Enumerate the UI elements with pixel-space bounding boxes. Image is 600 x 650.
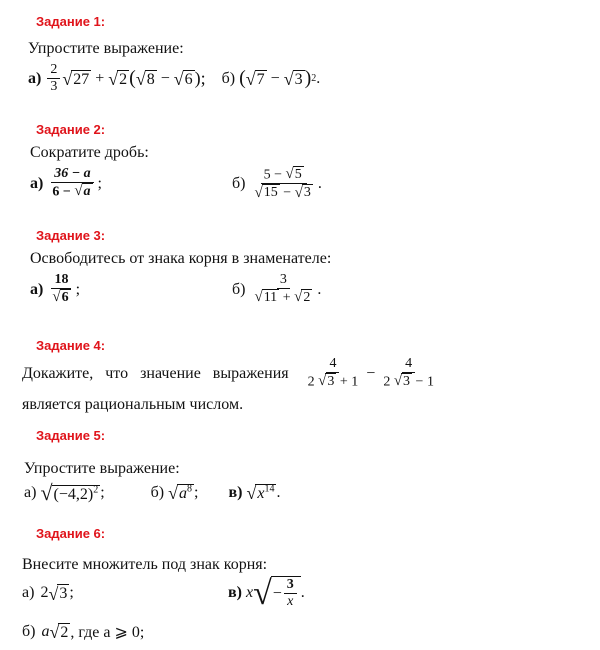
task-4-prompt-part2: является рациональным числом. — [22, 396, 244, 413]
radical-icon: √ — [74, 183, 83, 200]
radical-icon: √ — [294, 184, 303, 201]
radical-icon: √ — [135, 69, 146, 90]
task-1a-fraction: $\frac{2}{3}$ — [47, 62, 60, 96]
radical-icon: √ — [108, 69, 119, 90]
radical-icon: √ — [245, 69, 256, 90]
task-6c-expression: в) x √ − $\frac{3}{x}$ . — [228, 574, 305, 612]
radical-icon: √ — [168, 483, 179, 504]
task-3-header: Задание 3: — [36, 228, 106, 243]
task-4-prompt-part1: Докажите, что значение выражения — [22, 364, 289, 382]
task-4-header: Задание 4: — [36, 338, 106, 353]
task-3a-expression: а) 18 √ 6 ; — [30, 272, 81, 306]
task-1-expressions: а) $\frac{2}{3}$ √ 27 + √ 2 ( √ 8 − √ 6 ); б) ( √ 7 − √ 3 ) 2 . — [28, 62, 321, 95]
task-1-header: Задание 1: — [36, 14, 106, 29]
task-6b-expression: б) a √ 2 , где a ⩾ 0; — [22, 622, 145, 643]
task-1-prompt: Упростите выражение: — [28, 40, 184, 57]
task-4-expression: Докажите, что значение выражения 4 2 √ 3 + 1 − 4 2 √ 3 − 1 — [22, 356, 434, 390]
task-6a-expression: а) 2 √ 3 ; — [22, 583, 74, 604]
task-1a-label: а) — [28, 69, 42, 87]
radical-icon: √ — [393, 373, 403, 390]
radical-icon: √ — [254, 289, 263, 306]
task-2-header: Задание 2: — [36, 122, 106, 137]
task-2-prompt: Сократите дробь: — [30, 144, 149, 161]
radical-icon: √ — [48, 583, 59, 604]
radical-icon: √ — [253, 574, 272, 612]
radical-icon: √ — [254, 184, 263, 201]
radical-icon: √ — [40, 480, 53, 505]
task-3b-expression: б) 3 √ 11 + √ 2 . — [232, 272, 322, 306]
radical-icon: √ — [62, 69, 73, 90]
radical-icon: √ — [173, 69, 184, 90]
radical-icon: √ — [49, 622, 60, 643]
task-5-prompt: Упростите выражение: — [24, 460, 180, 477]
radical-icon: √ — [318, 373, 327, 390]
task-1b-label: б) — [221, 69, 236, 87]
task-6-prompt: Внесите множитель под знак корня: — [22, 556, 268, 573]
task-2b-expression: б) 5 − √ 5 √ 15 − √ 3 . — [232, 166, 322, 201]
task-3-prompt: Освободитесь от знака корня в знаменателе: — [30, 250, 332, 267]
radical-icon: √ — [285, 166, 294, 183]
radical-icon: √ — [52, 289, 61, 306]
task-5-header: Задание 5: — [36, 428, 106, 443]
radical-icon: √ — [294, 289, 303, 306]
task-5-expressions: а) √ $(-4,2)^2$ ; б) √ $a^8$ ; в) √ $x^{14}$ . — [24, 480, 281, 505]
radical-icon: √ — [246, 483, 257, 504]
radical-icon: √ — [283, 69, 294, 90]
task-2a-expression: а) 36 − a 6 − √ a ; — [30, 166, 102, 200]
task-6-header: Задание 6: — [36, 526, 106, 541]
